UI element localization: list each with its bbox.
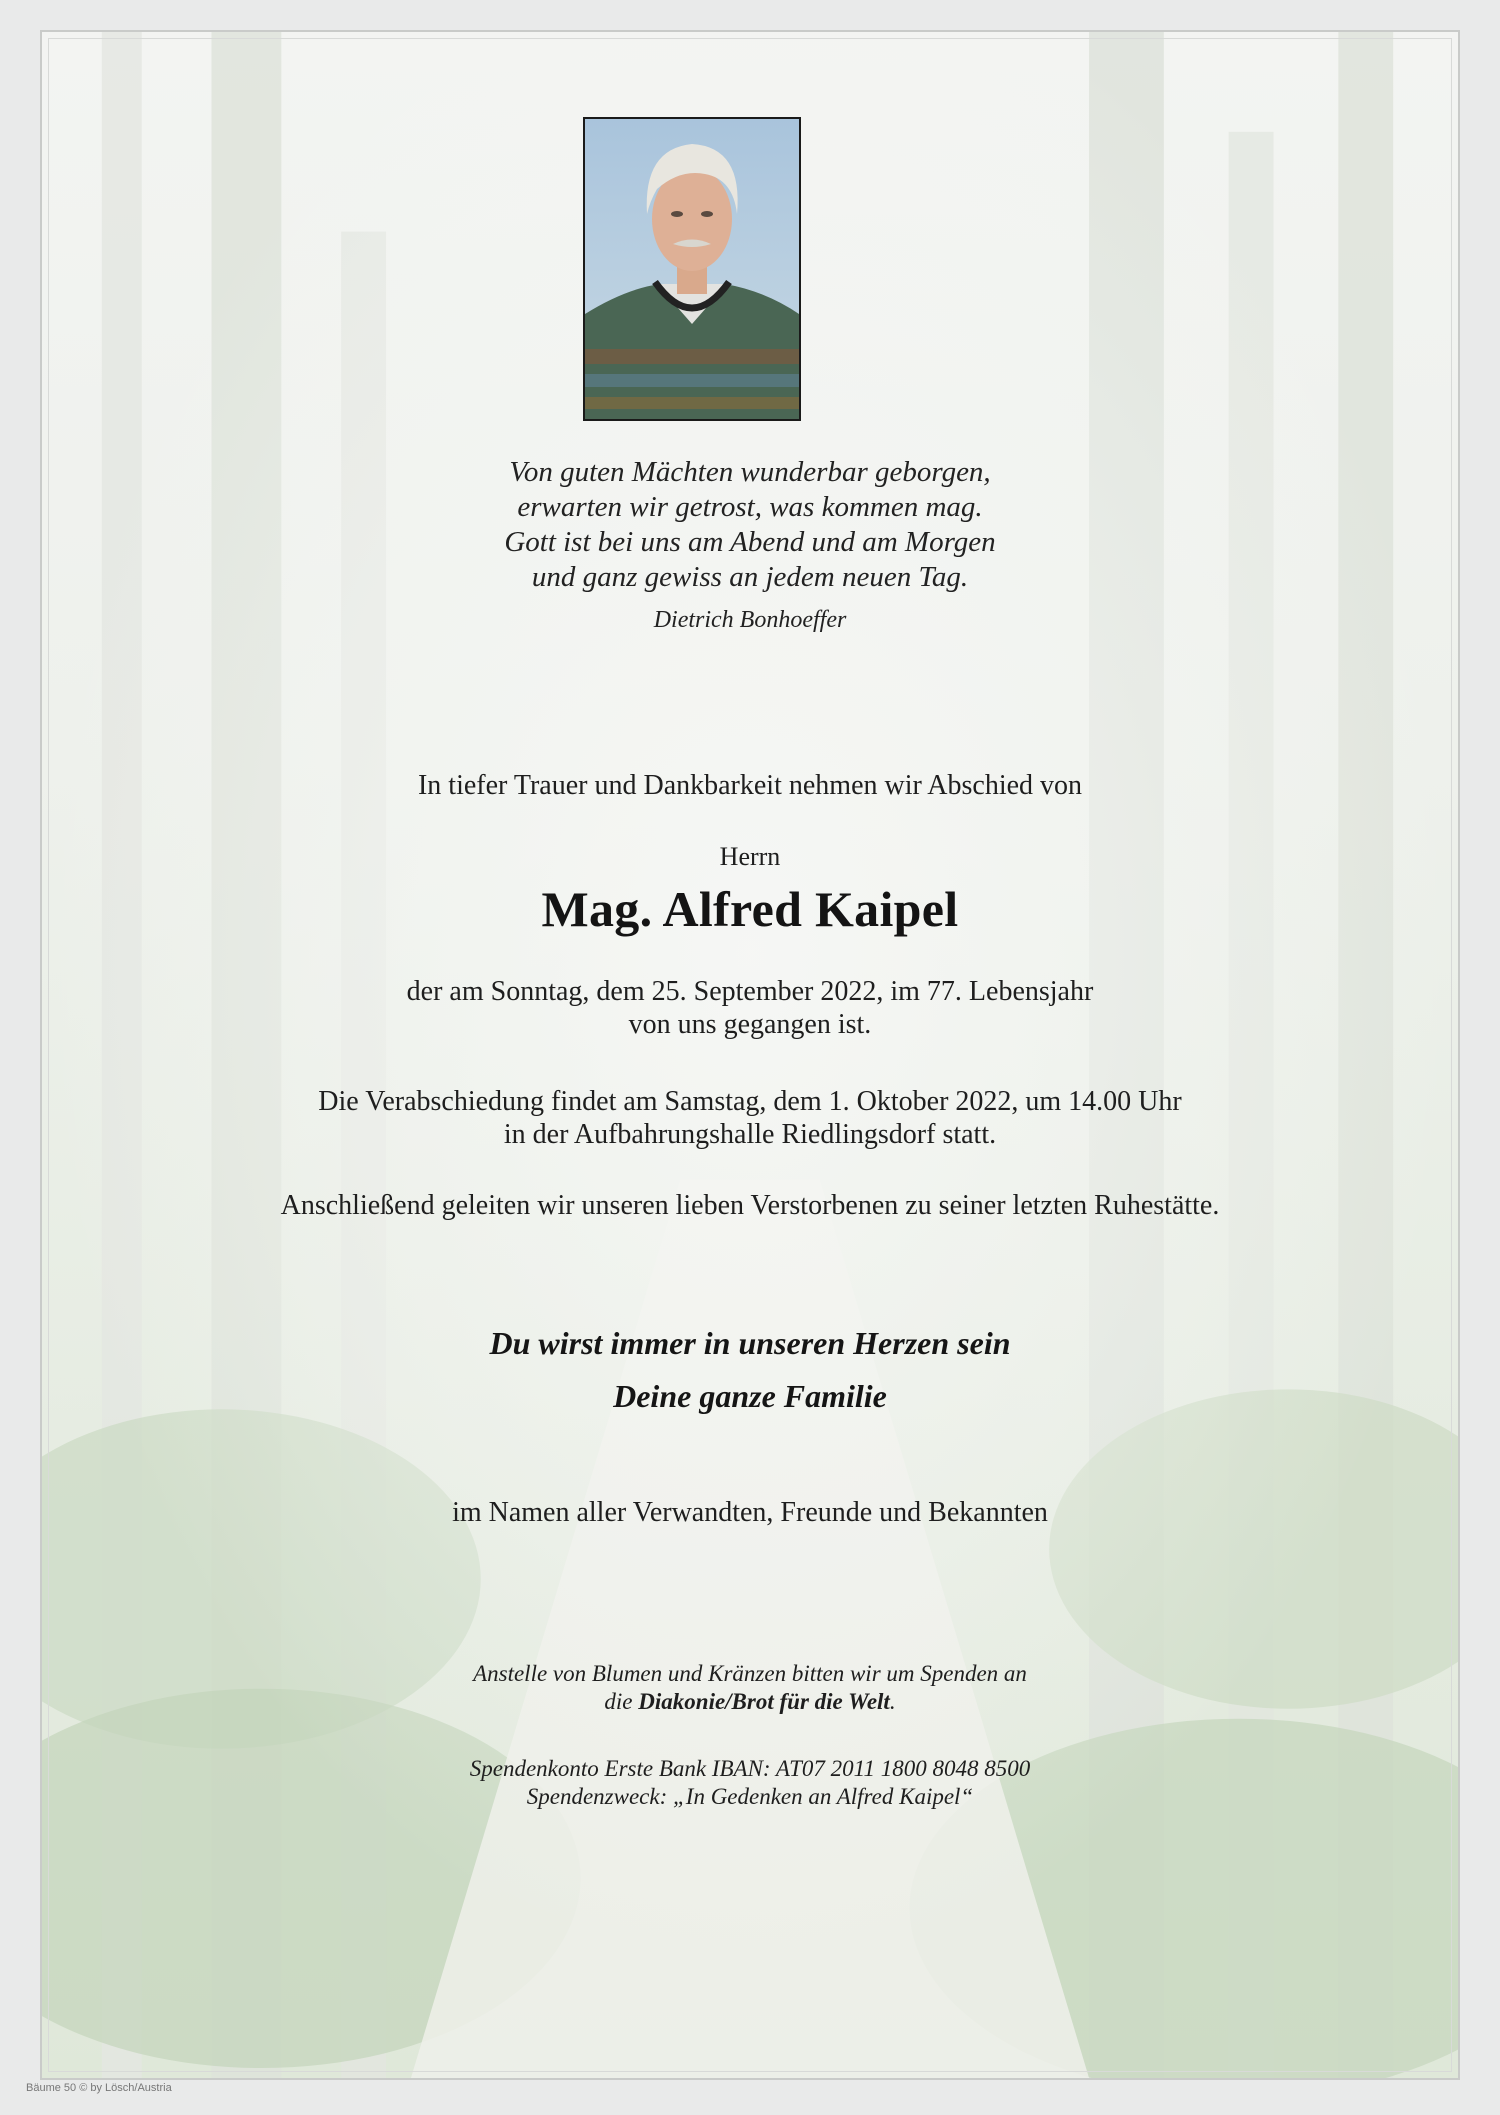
donation-line: Anstelle von Blumen und Kränzen bitten wir um Spenden an [473,1661,1027,1686]
burial-info: Anschließend geleiten wir unseren lieben Verstorbenen zu seiner letzten Ruhestätte. [280,1190,1220,1221]
donation-recipient-line [0,1688,1500,1716]
purpose-line: Spendenzweck: „In Gedenken an Alfred Kaipel“ [526,1784,974,1809]
donation-suffix: . [889,1689,896,1714]
farewell-line: in der Aufbahrungshalle Riedlingsdorf statt. [503,1119,997,1150]
quote-author: Dietrich Bonhoeffer [653,607,847,633]
death-notice [0,975,1500,1041]
relatives-line: im Namen aller Verwandten, Freunde und Bekannten [452,1497,1048,1528]
death-line: von uns gegangen ist. [628,1009,872,1040]
deceased-portrait [583,117,801,421]
family-signature: Deine ganze Familie [613,1378,887,1414]
account-line: Spendenkonto Erste Bank IBAN: AT07 2011 1800 8048 8500 [469,1756,1031,1781]
design-credit: Bäume 50 © by Lösch/Austria [26,2082,172,2094]
donation-recipient: Diakonie/Brot für die Welt [638,1689,890,1714]
donation-prefix: die [604,1689,639,1714]
farewell-line: Die Verabschiedung findet am Samstag, dem 1. Oktober 2022, um 14.00 Uhr [318,1086,1182,1117]
salutation: Herrn [719,842,781,871]
quote-line: erwarten wir getrost, was kommen mag. [517,491,983,523]
quote-line: Von guten Mächten wunderbar geborgen, [509,456,991,488]
announcement-intro: In tiefer Trauer und Dankbarkeit nehmen wir Abschied von [417,770,1083,801]
closing-motto: Du wirst immer in unseren Herzen sein [489,1325,1011,1361]
farewell-info [0,1085,1500,1151]
donation-request [0,1660,1500,1716]
quote-line: Gott ist bei uns am Abend und am Morgen [504,526,996,558]
donation-account [0,1755,1500,1811]
quote-line: und ganz gewiss an jedem neuen Tag. [531,561,969,593]
death-line: der am Sonntag, dem 25. September 2022, im 77. Lebensjahr [406,976,1094,1007]
memorial-quote [0,455,1500,595]
deceased-name: Mag. Alfred Kaipel [541,881,959,937]
